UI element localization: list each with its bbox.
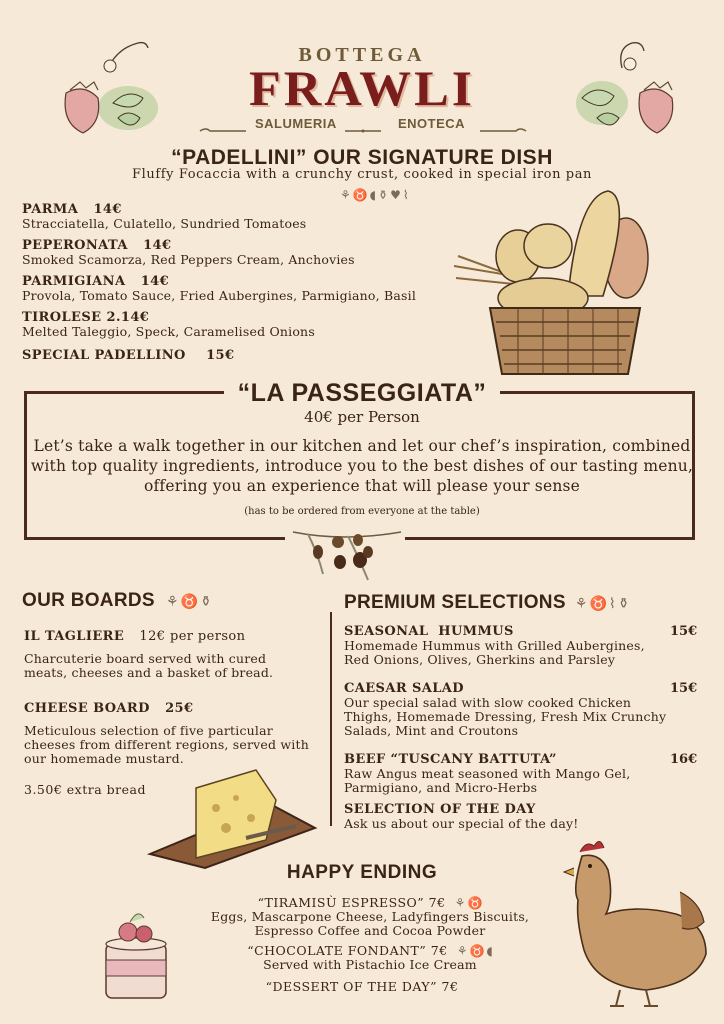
cow-icon: ♉ bbox=[589, 596, 607, 612]
premium-title: PREMIUM SELECTIONS bbox=[344, 592, 566, 613]
cheese-icon bbox=[146, 768, 318, 870]
passeggiata-price: 40€ per Person bbox=[304, 408, 420, 426]
bottle-icon: ⚱ bbox=[617, 596, 630, 612]
dessert-item-of-the-day: “DESSERT OF THE DAY” 7€ bbox=[265, 979, 459, 994]
peanut-icon: ◖ bbox=[369, 188, 377, 202]
wheat-icon: ⚘ bbox=[574, 596, 588, 612]
boards-item-tagliere: IL TAGLIERE 12€ per person Charcuterie board served with cured meats, cheeses and a basket of bread. bbox=[24, 629, 274, 680]
cake-illustration bbox=[100, 908, 172, 1006]
premium-item-hummus: SEASONAL HUMMUS Homemade Hummus with Grilled Aubergines, Red Onions, Olives, Gherkins and Parsley bbox=[344, 624, 645, 667]
item-price: 15€ bbox=[206, 348, 235, 363]
passeggiata-note: (has to be ordered from everyone at the table) bbox=[244, 506, 480, 517]
brand-left-label: SALUMERIA bbox=[255, 116, 337, 131]
signature-item-peperonata: PEPERONATA 14€ Smoked Scamorza, Red Peppers Cream, Anchovies bbox=[22, 238, 355, 267]
allergen-icons bbox=[455, 896, 483, 910]
item-price: 16€ bbox=[670, 752, 698, 767]
column-divider bbox=[330, 612, 332, 826]
item-price: 15€ bbox=[670, 681, 698, 696]
wheat-icon: ⚘ bbox=[165, 594, 179, 610]
brand-right-label: ENOTECA bbox=[398, 116, 466, 131]
signature-item-parma: PARMA 14€ Stracciatella, Culatello, Sundried Tomatoes bbox=[22, 202, 307, 231]
allergen-icons bbox=[457, 944, 493, 958]
dessert-item-fondant: “CHOCOLATE FONDANT” 7€ ⚘ ♉ ◖ Served with Pistachio Ice Cream bbox=[247, 943, 493, 972]
peanut-icon: ◖ bbox=[486, 944, 493, 958]
signature-item-special: SPECIAL PADELLINO 15€ bbox=[22, 348, 235, 363]
bottle-icon: ⚱ bbox=[199, 594, 212, 610]
bread-basket-illustration bbox=[448, 186, 660, 382]
cow-icon: ♉ bbox=[180, 594, 198, 610]
rooster-icon bbox=[560, 832, 715, 1010]
fish-icon: ⌇ bbox=[402, 188, 409, 202]
olive-branch-illustration bbox=[288, 522, 406, 584]
item-price: 15€ bbox=[670, 624, 698, 639]
cake-icon bbox=[100, 908, 172, 1006]
boards-item-cheese: CHEESE BOARD 25€ Meticulous selection of five particular cheeses from different regions, served with our homemade mustard. bbox=[24, 701, 309, 766]
fish-icon: ⌇ bbox=[608, 596, 616, 612]
brand-name: FRAWLI bbox=[248, 62, 476, 117]
item-price: 25€ bbox=[165, 701, 194, 716]
item-price: 14€ bbox=[140, 274, 170, 289]
item-price: 12€ per person bbox=[139, 629, 246, 644]
dessert-title: HAPPY ENDING bbox=[286, 862, 438, 883]
item-price: 14€ bbox=[143, 238, 172, 253]
olive-branch-icon bbox=[288, 522, 406, 584]
wheat-icon: ⚘ bbox=[456, 944, 468, 958]
premium-item-battuta: BEEF “TUSCANY BATTUTA” Raw Angus meat seasoned with Mango Gel, Parmigiano, and Micro-Herbs bbox=[344, 752, 631, 795]
rooster-illustration bbox=[560, 832, 715, 1010]
wheat-icon: ⚘ bbox=[454, 896, 466, 910]
signature-subtitle: Fluffy Focaccia with a crunchy crust, cooked in special iron pan bbox=[131, 167, 593, 182]
passeggiata-title: “LA PASSEGGIATA” bbox=[224, 379, 501, 408]
brand-top: BOTTEGA bbox=[298, 44, 426, 66]
cow-icon: ♉ bbox=[352, 188, 368, 202]
premium-item-caesar: CAESAR SALAD Our special salad with slow cooked Chicken Thighs, Homemade Dressing, Fresh Mix Crunchy Salads, Mint and Croutons bbox=[344, 681, 667, 738]
bottle-icon: ⚱ bbox=[378, 188, 389, 202]
cow-icon: ♉ bbox=[469, 944, 485, 958]
signature-allergen-icons bbox=[340, 184, 409, 203]
flourish-center bbox=[343, 120, 383, 128]
cheese-board-illustration bbox=[146, 768, 318, 870]
item-price: 14€ bbox=[93, 202, 122, 217]
boards-header bbox=[22, 590, 212, 612]
wheat-icon: ⚘ bbox=[340, 188, 351, 202]
signature-item-parmigiana: PARMIGIANA 14€ Provola, Tomato Sauce, Fried Aubergines, Parmigiano, Basil bbox=[22, 274, 417, 303]
flourish-left bbox=[198, 120, 248, 128]
signature-title: “PADELLINI” OUR SIGNATURE DISH bbox=[171, 146, 553, 169]
bread-basket-icon bbox=[448, 186, 660, 382]
signature-item-tirolese: TIROLESE 2.14€ Melted Taleggio, Speck, Caramelised Onions bbox=[22, 310, 315, 339]
boards-title: OUR BOARDS bbox=[22, 590, 155, 611]
chicken-icon: ♥ bbox=[390, 188, 401, 202]
premium-item-selection-day: SELECTION OF THE DAY Ask us about our special of the day! bbox=[344, 802, 579, 831]
item-price: 2.14€ bbox=[106, 310, 150, 325]
passeggiata-description: Let’s take a walk together in our kitchen and let our chef’s inspiration, combined with top quality ingredients, introduce you to the best dishes of our tasting menu, offering you an experience that will please your sense bbox=[30, 437, 694, 495]
premium-header bbox=[344, 592, 629, 614]
dessert-item-tiramisu: “TIRAMISÙ ESPRESSO” 7€ ⚘ ♉ Eggs, Mascarpone Cheese, Ladyfingers Biscuits, Espresso Coffee and Cocoa Powder bbox=[210, 895, 530, 938]
flourish-right bbox=[478, 120, 528, 128]
boards-extra-bread: 3.50€ extra bread bbox=[24, 782, 146, 797]
cow-icon: ♉ bbox=[467, 896, 483, 910]
